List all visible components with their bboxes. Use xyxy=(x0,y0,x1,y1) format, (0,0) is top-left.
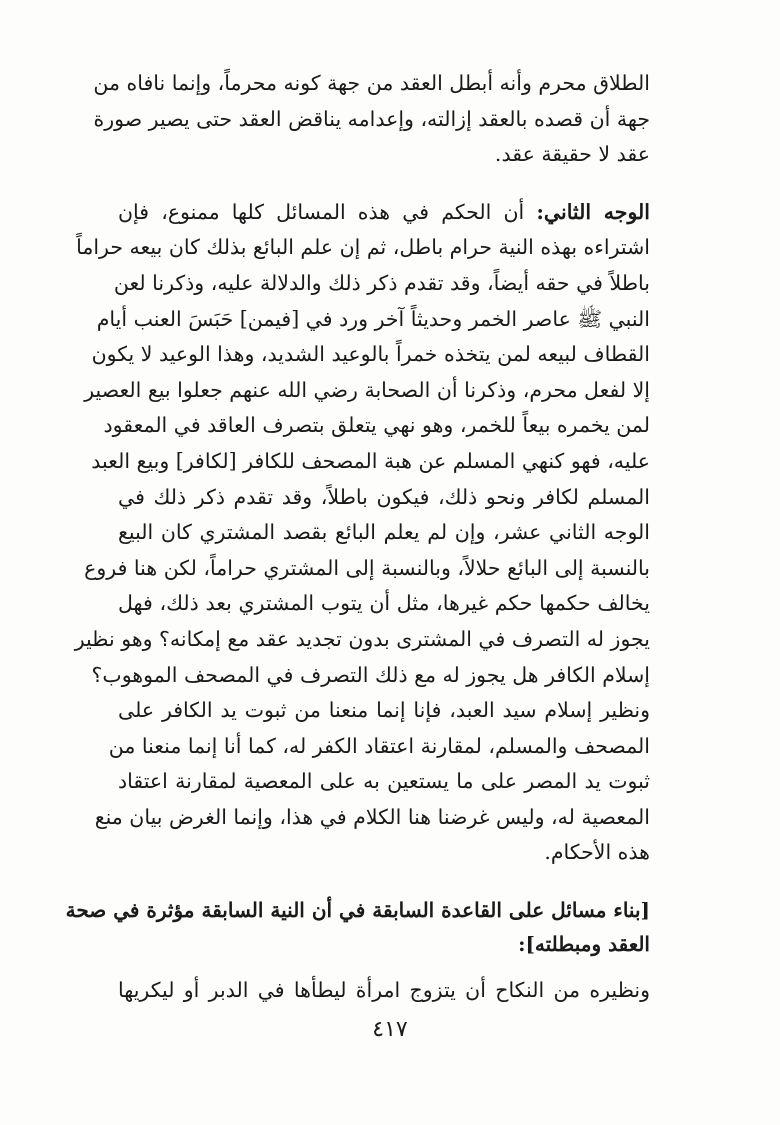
text-line: المعصية له، وليس غرضنا هنا الكلام في هذا، وإنما الغرض بيان منع xyxy=(94,804,650,829)
text-line: ونظيره من النكاح أن يتزوج امرأة ليطأها في الدبر أو ليكريها xyxy=(118,978,650,1003)
text-line: جهة أن قصده بالعقد إزالته، وإعدامه يناقض العقد حتى يصير صورة xyxy=(93,106,650,131)
paragraph-2 xyxy=(74,195,650,871)
text-line: ثبوت يد المصر على ما يستعين به على المعصية لمقارنة اعتقاد xyxy=(118,769,650,794)
section-heading xyxy=(65,893,650,961)
heading-line: العقد ومبطلته]: xyxy=(518,932,650,957)
text-fragment: أن الحكم في هذه المسائل كلها ممنوع، فإن xyxy=(118,199,537,224)
text-line: الوجه الثاني عشر، وإن لم يعلم البائع بقصد المشتري كان البيع xyxy=(118,520,650,545)
section-lead: الوجه الثاني: xyxy=(536,199,650,224)
text-line: المصحف والمسلم، لمقارنة اعتقاد الكفر له، كما أنا إنما منعنا من xyxy=(108,733,650,758)
paragraph-3 xyxy=(118,973,650,1009)
text-line: عليه، فهو كنهي المسلم عن هبة المصحف للكافر [لكافر] وبيع العبد xyxy=(91,448,650,473)
text-line: هذه الأحكام. xyxy=(544,840,650,865)
text-line: إلا لفعل محرم، وذكرنا أن الصحابة رضي الله عنهم جعلوا بيع العصير xyxy=(84,377,650,402)
text-line: يخالف حكمها حكم غيرها، مثل أن يتوب المشتري بعد ذلك، فهل xyxy=(118,591,650,616)
page-body xyxy=(65,66,650,1009)
text-line: اشتراءه بهذه النية حرام باطل، ثم إن علم البائع بذلك كان بيعه حراماً xyxy=(76,235,650,260)
text-line xyxy=(118,195,650,231)
text-line: المسلم لكافر ونحو ذلك، فيكون باطلاً، وقد تقدم ذكر ذلك في xyxy=(118,484,650,509)
text-line: القطاف لبيعه لمن يتخذه خمراً بالوعيد الشديد، وهذا الوعيد لا يكون xyxy=(91,342,650,367)
heading-line: [بناء مسائل على القاعدة السابقة في أن النية السابقة مؤثرة في صحة xyxy=(65,898,650,923)
text-line: الطلاق محرم وأنه أبطل العقد من جهة كونه محرماً، وإنما نافاه من xyxy=(93,71,650,95)
text-line: لمن يخمره بيعاً للخمر، وهو نهي يتعلق بتصرف العاقد في المعقود xyxy=(103,413,650,438)
text-line: باطلاً في حقه أيضاً، وقد تقدم ذكر ذلك والدلالة عليه، وذكرنا لعن xyxy=(113,270,650,295)
text-line: بالنسبة إلى البائع حلالاً، وبالنسبة إلى المشتري حراماً، لكن هنا فروع xyxy=(84,555,650,580)
text-line: عقد لا حقيقة عقد. xyxy=(494,142,650,167)
text-line: يجوز له التصرف في المشترى بدون تجديد عقد مع إمكانه؟ وهو نظير xyxy=(74,626,650,651)
text-line: النبي ﷺ عاصر الخمر وحديثاً آخر ورد في [فيمن] حَبَسَ العنب أيام xyxy=(96,306,650,331)
text-line: إسلام الكافر هل يجوز له مع ذلك التصرف في المصحف الموهوب؟ xyxy=(91,662,650,687)
paragraph-1 xyxy=(93,66,650,173)
page-number: ٤١٧ xyxy=(372,1017,408,1042)
text-line: ونظير إسلام سيد العبد، فإنا إنما منعنا من ثبوت يد الكافر على xyxy=(118,698,650,723)
